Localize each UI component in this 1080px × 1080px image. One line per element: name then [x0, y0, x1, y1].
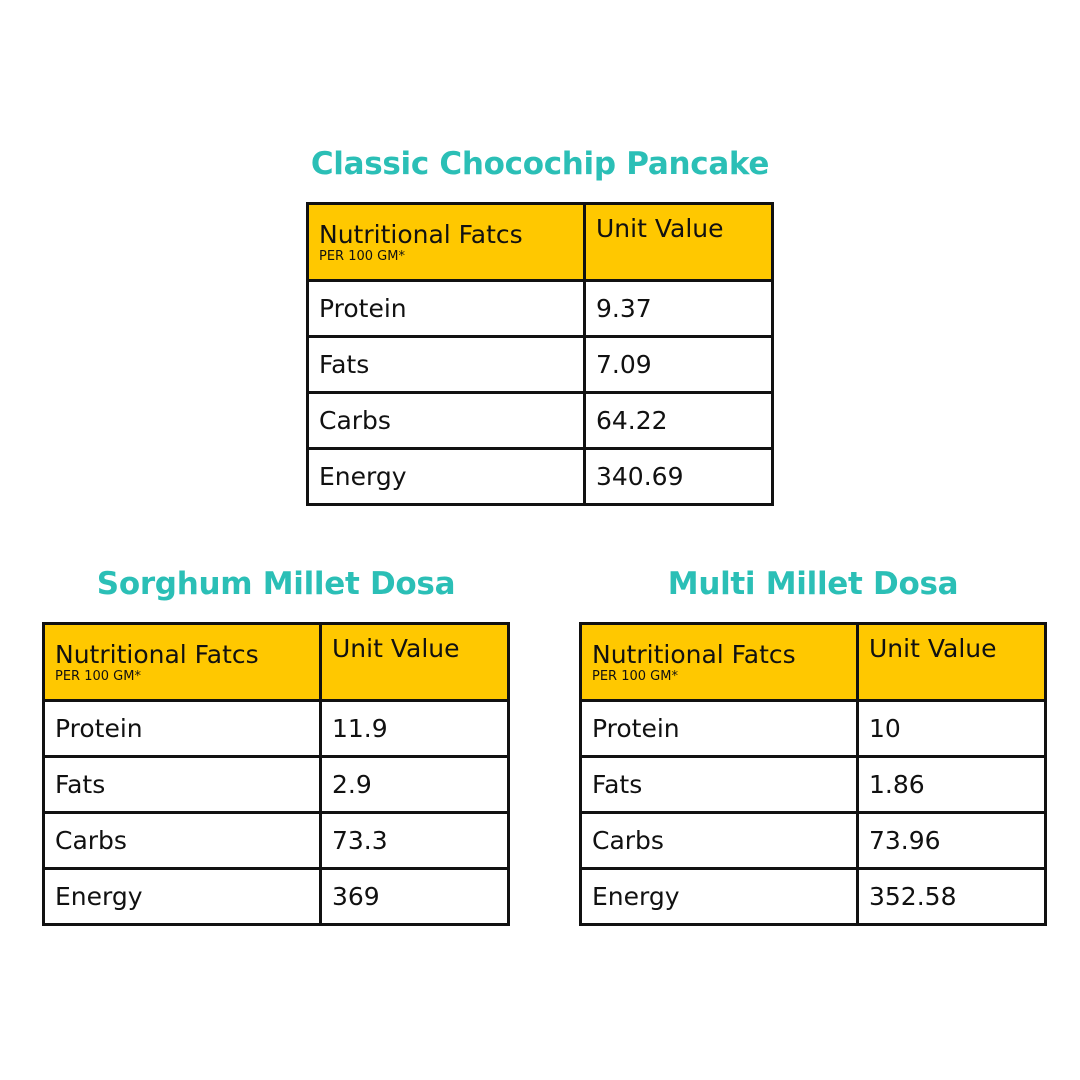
table-header-row: [44, 624, 509, 701]
unit-value-header-cell: [321, 624, 509, 701]
nutrient-value: 369: [321, 869, 509, 925]
table-row: [581, 869, 1046, 925]
nutrition-header-cell: [44, 624, 321, 701]
table-row: [308, 281, 773, 337]
table-row: [44, 701, 509, 757]
nutrient-name: Energy: [308, 449, 585, 505]
nutrient-value: 73.3: [321, 813, 509, 869]
nutrient-value: 64.22: [585, 393, 773, 449]
unit-value-header-label: Unit Value: [332, 634, 460, 663]
table-row: [44, 869, 509, 925]
sorghum-nutrition-block: [42, 560, 510, 920]
nutrient-name: Protein: [44, 701, 321, 757]
unit-value-header-cell: [858, 624, 1046, 701]
nutrition-header-label: Nutritional Fatcs: [592, 639, 796, 669]
nutrient-value: 2.9: [321, 757, 509, 813]
unit-value-header-label: Unit Value: [596, 214, 724, 243]
multi-millet-nutrition-block: [579, 560, 1047, 920]
nutrient-name: Fats: [44, 757, 321, 813]
nutrient-name: Fats: [308, 337, 585, 393]
nutrient-value: 10: [858, 701, 1046, 757]
table-row: [581, 701, 1046, 757]
nutrient-name: Energy: [581, 869, 858, 925]
nutrient-value: 73.96: [858, 813, 1046, 869]
per-100gm-note: PER 100 GM*: [319, 248, 405, 264]
nutrient-value: 1.86: [858, 757, 1046, 813]
nutrient-name: Protein: [308, 281, 585, 337]
table-row: [581, 757, 1046, 813]
table-header-row: [308, 204, 773, 281]
nutrient-value: 9.37: [585, 281, 773, 337]
pancake-nutrition-table: [306, 202, 774, 506]
table-row: [44, 757, 509, 813]
sorghum-title: Sorghum Millet Dosa: [96, 566, 456, 602]
unit-value-header-cell: [585, 204, 773, 281]
nutrient-name: Fats: [581, 757, 858, 813]
sorghum-nutrition-table: [42, 622, 510, 926]
table-row: [308, 393, 773, 449]
pancake-nutrition-block: [306, 140, 774, 500]
nutrient-name: Carbs: [581, 813, 858, 869]
nutrition-header-label: Nutritional Fatcs: [55, 639, 259, 669]
nutrition-header-label: Nutritional Fatcs: [319, 219, 523, 249]
nutrition-header-cell: [308, 204, 585, 281]
table-row: [308, 337, 773, 393]
table-row: [581, 813, 1046, 869]
multi-millet-title: Multi Millet Dosa: [667, 566, 959, 602]
nutrient-name: Protein: [581, 701, 858, 757]
multi-millet-nutrition-table: [579, 622, 1047, 926]
nutrient-name: Energy: [44, 869, 321, 925]
nutrient-value: 340.69: [585, 449, 773, 505]
table-row: [44, 813, 509, 869]
table-row: [308, 449, 773, 505]
nutrition-header-cell: [581, 624, 858, 701]
table-header-row: [581, 624, 1046, 701]
unit-value-header-label: Unit Value: [869, 634, 997, 663]
nutrient-value: 7.09: [585, 337, 773, 393]
nutrient-value: 352.58: [858, 869, 1046, 925]
pancake-title: Classic Chocochip Pancake: [310, 146, 770, 182]
per-100gm-note: PER 100 GM*: [55, 668, 141, 684]
per-100gm-note: PER 100 GM*: [592, 668, 678, 684]
nutrient-name: Carbs: [44, 813, 321, 869]
nutrient-value: 11.9: [321, 701, 509, 757]
nutrient-name: Carbs: [308, 393, 585, 449]
